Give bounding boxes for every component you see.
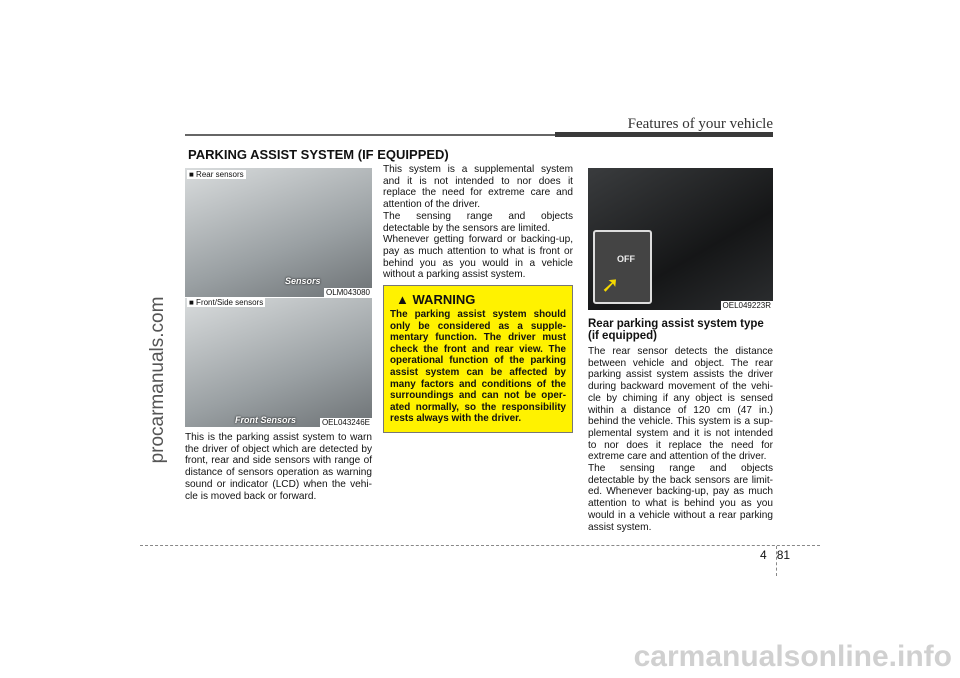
off-label: OFF xyxy=(617,254,635,264)
text-line: surroundings and can not be oper- xyxy=(390,390,566,402)
header-rule-bar xyxy=(555,132,773,137)
text-line: to nor does it replace the need for xyxy=(588,439,773,451)
text-line: mentary function. The driver must xyxy=(390,332,566,344)
switch-inset xyxy=(593,230,652,304)
text-line: detectable by the back sensors are limit- xyxy=(588,474,773,486)
text-line: cle by chiming if any object is sensed xyxy=(588,392,773,404)
subsection-heading xyxy=(588,318,773,342)
text-line: Whenever getting forward or backing-up, xyxy=(383,234,573,246)
warning-box xyxy=(383,285,573,433)
text-line: behind you as you would in a vehicle xyxy=(383,257,573,269)
rear-sensors-figure xyxy=(185,168,372,297)
figure-caption: ■ Front/Side sensors xyxy=(189,298,264,307)
text-line: within a distance of 120 cm (47 in.) xyxy=(588,404,773,416)
figure-caption: ■ Rear sensors xyxy=(189,170,244,179)
arrow-icon: ➚ xyxy=(601,272,620,297)
watermark-bottom: carmanualsonline.info xyxy=(633,640,952,673)
text-line: during backward movement of the vehi- xyxy=(588,381,773,393)
text-line: cle is moved back or forward. xyxy=(185,490,317,502)
text-line: the driver of object which are detected by xyxy=(185,443,372,455)
figure-label: Front Sensors xyxy=(235,415,297,425)
heading-line: (if equipped) xyxy=(588,330,657,342)
text-line: check the front and rear view. The xyxy=(390,343,566,355)
chapter-number: 4 xyxy=(760,548,767,562)
page-num: 81 xyxy=(776,548,791,562)
text-line: detectable by the sensors are limited. xyxy=(383,222,551,234)
watermark-left: procarmanuals.com xyxy=(147,296,168,464)
heading-line: Rear parking assist system type xyxy=(588,318,764,330)
text-line: attention of the driver. xyxy=(383,199,481,211)
page-number xyxy=(760,548,790,562)
front-sensors-figure xyxy=(185,298,372,427)
text-line: between vehicle and object. The rear xyxy=(588,357,773,369)
page-title: PARKING ASSIST SYSTEM (IF EQUIPPED) xyxy=(188,147,449,162)
parking-switch-figure xyxy=(588,168,773,310)
warning-triangle-icon: ▲ xyxy=(396,292,409,307)
text-line: behind the vehicle. This system is a sup- xyxy=(588,416,773,428)
text-line: parking assist system assists the driver xyxy=(588,369,773,381)
text-line: This system is a supplemental system xyxy=(383,164,573,175)
text-line: attention to what is behind you as you xyxy=(588,498,773,510)
figure-code: OEL049223R xyxy=(722,301,771,310)
text-line: ed. Whenever backing-up, pay as much xyxy=(588,486,773,498)
text-line: pay as much attention to what is front or xyxy=(383,245,573,257)
figure-label: Sensors xyxy=(285,276,321,286)
figure-code: OLM043080 xyxy=(325,288,370,297)
intro-text xyxy=(185,432,372,502)
text-line: extreme care and attention of the driver. xyxy=(588,451,767,463)
text-line: front, rear and side sensors with range of xyxy=(185,455,372,467)
text-line: replace the need for extreme care and xyxy=(383,187,573,199)
section-header: Features of your vehicle xyxy=(627,116,773,132)
figure-code: OEL043246E xyxy=(321,418,370,427)
text-line: sound or indicator (LCD) when the vehi- xyxy=(185,478,372,490)
text-line: without a parking assist system. xyxy=(383,269,526,281)
text-line: assist system. xyxy=(588,521,652,533)
warning-text xyxy=(390,309,566,425)
text-line: ated normally, so the responsibility xyxy=(390,401,566,413)
text-line: rests always with the driver. xyxy=(390,413,522,425)
text-line: operational function of the parking xyxy=(390,355,566,367)
footer-rule xyxy=(140,545,820,546)
text-line: many factors and conditions of the xyxy=(390,378,566,390)
text-line: The parking assist system should xyxy=(390,309,566,320)
text-line: The rear sensor detects the distance xyxy=(588,346,773,357)
text-line: The sensing range and objects xyxy=(383,210,573,222)
text-line: This is the parking assist system to warn xyxy=(185,432,372,443)
text-line: would in a vehicle without a rear parking xyxy=(588,509,773,521)
warning-title: WARNING xyxy=(412,292,476,307)
text-line: The sensing range and objects xyxy=(588,463,773,475)
text-line: only be considered as a supple- xyxy=(390,320,566,332)
supplemental-text xyxy=(383,164,573,281)
text-line: and it is not intended to nor does it xyxy=(383,175,573,187)
rear-system-text xyxy=(588,346,773,533)
text-line: assist system can be affected by xyxy=(390,366,566,378)
text-line: distance of sensors operation as warning xyxy=(185,467,372,479)
text-line: plemental system and it is not intended xyxy=(588,427,773,439)
